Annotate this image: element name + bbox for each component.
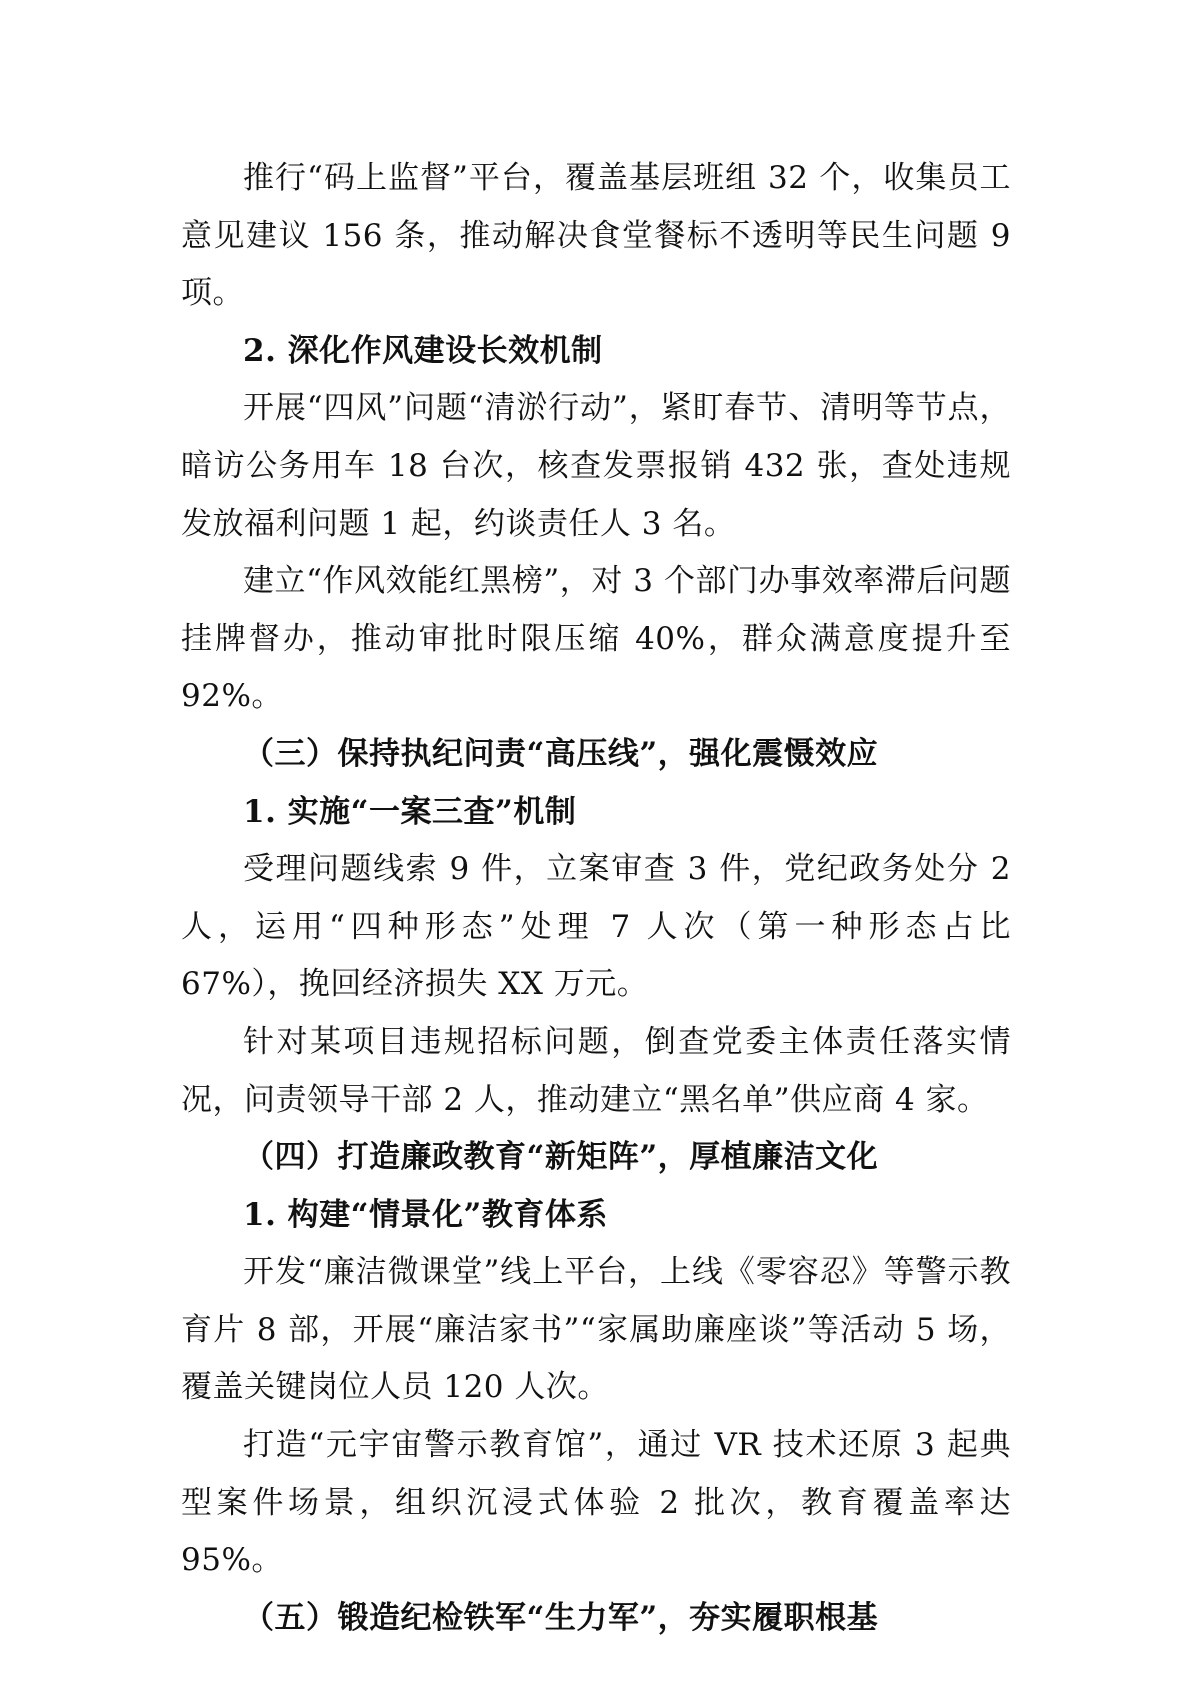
paragraph-code-supervision: 推行“码上监督”平台，覆盖基层班组 32 个，收集员工意见建议 156 条，推动解决食堂餐标不透明等民生问题 9 项。	[181, 160, 1011, 312]
subheading-scenario-education: 1. 构建“情景化”教育体系	[243, 1196, 608, 1233]
paragraph-bidding-accountability: 针对某项目违规招标问题，倒查党委主体责任落实情况，问责领导干部 2 人，推动建立“黑名单”供应商 4 家。	[181, 1023, 1011, 1118]
paragraph-case-handling: 受理问题线索 9 件，立案审查 3 件，党纪政务处分 2 人，运用“四种形态”处理 7 人次（第一种形态占比 67%），挽回经济损失 XX 万元。	[181, 851, 1011, 1003]
paragraph-red-black-list: 建立“作风效能红黑榜”，对 3 个部门办事效率滞后问题挂牌督办，推动审批时限压缩 40%，群众满意度提升至 92%。	[181, 563, 1011, 715]
paragraph-metaverse-hall: 打造“元宇宙警示教育馆”，通过 VR 技术还原 3 起典型案件场景，组织沉浸式体验 2 批次，教育覆盖率达 95%。	[181, 1427, 1011, 1579]
subheading-work-style: 2. 深化作风建设长效机制	[243, 332, 603, 369]
section-heading-three: （三）保持执纪问责“高压线”，强化震慑效应	[243, 735, 879, 772]
subheading-one-case-three-checks: 1. 实施“一案三查”机制	[243, 793, 577, 830]
section-heading-five: （五）锻造纪检铁军“生力军”，夯实履职根基	[243, 1599, 879, 1636]
document-body	[181, 150, 1011, 1647]
paragraph-micro-classroom: 开发“廉洁微课堂”线上平台，上线《零容忍》等警示教育片 8 部，开展“廉洁家书”“家属助廉座谈”等活动 5 场，覆盖关键岗位人员 120 人次。	[181, 1254, 1011, 1406]
section-heading-four: （四）打造廉政教育“新矩阵”，厚植廉洁文化	[243, 1139, 879, 1176]
paragraph-four-winds: 开展“四风”问题“清淤行动”，紧盯春节、清明等节点，暗访公务用车 18 台次，核查发票报销 432 张，查处违规发放福利问题 1 起，约谈责任人 3 名。	[181, 390, 1011, 542]
